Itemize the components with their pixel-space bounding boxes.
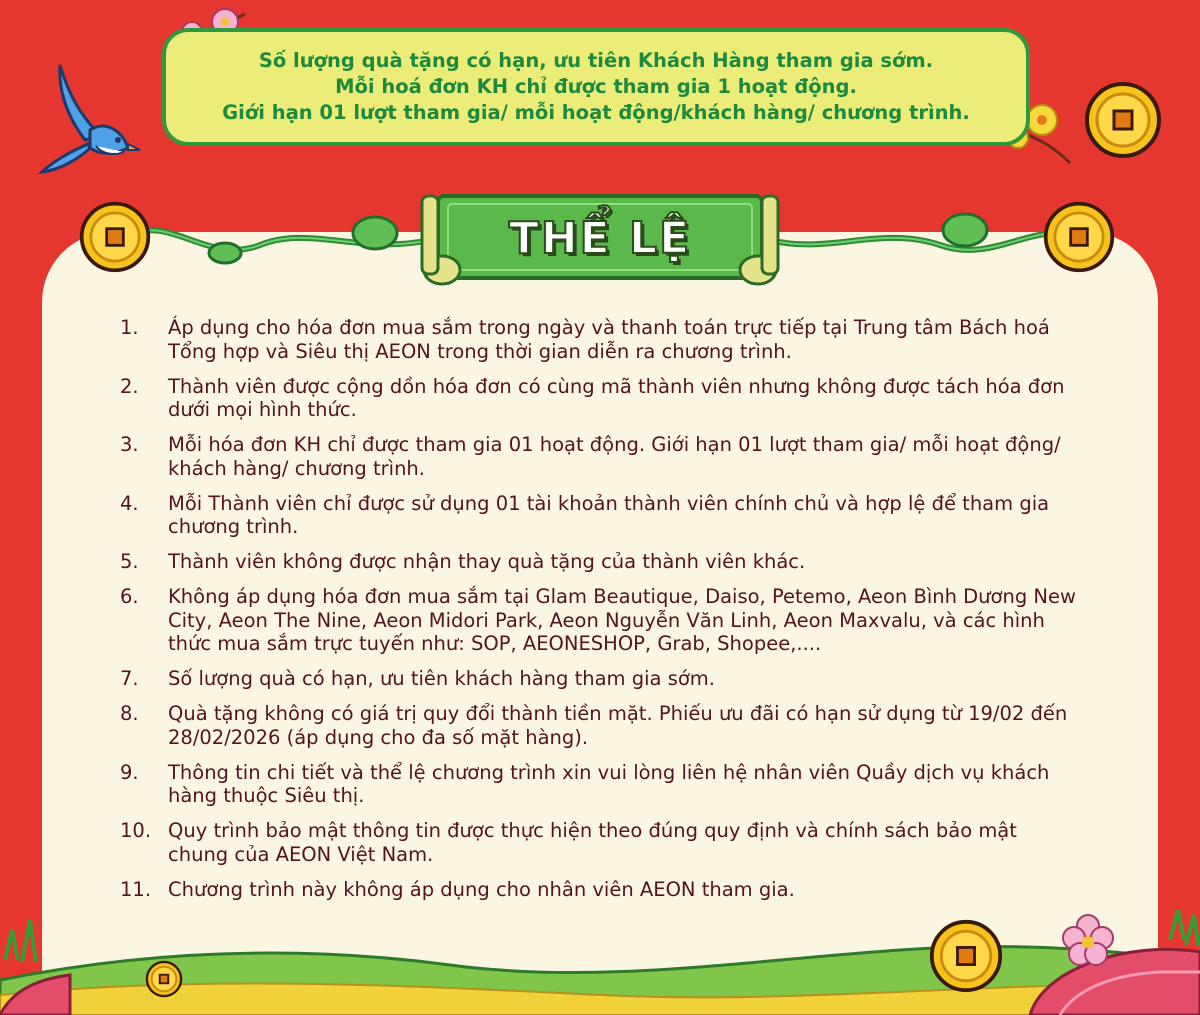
rule-item: [120, 316, 1080, 363]
notice-line-1: Số lượng quà tặng có hạn, ưu tiên Khách Hàng tham gia sớm.: [258, 49, 934, 72]
notice-box: [162, 28, 1030, 146]
vine-icon-left: [130, 205, 440, 275]
rule-number: 2.: [120, 374, 139, 398]
rule-item: [120, 667, 1080, 691]
coin-icon-top-right: [1083, 80, 1163, 160]
rule-text: Không áp dụng hóa đơn mua sắm tại Glam Beautique, Daiso, Petemo, Aeon Bình Dương New City, Aeon The Nine, Aeon Midori Park, Aeon Nguyễn Văn Linh, Aeon Maxvalu, và các hình thức mua sắm trực tuyến như: SOP, AEONESHOP, Grab, Shopee,....: [168, 585, 1076, 655]
rule-number: 7.: [120, 667, 139, 690]
rule-item: [120, 819, 1080, 866]
rule-text: Quy trình bảo mật thông tin được thực hiện theo đúng quy định và chính sách bảo mật chung của AEON Việt Nam.: [168, 819, 1017, 866]
coin-icon-right: [1042, 200, 1116, 274]
coin-icon-bottom-left: [145, 960, 183, 998]
rule-item: [120, 433, 1080, 480]
rule-number: 1.: [120, 316, 139, 339]
rule-text: Thông tin chi tiết và thể lệ chương trình xin vui lòng liên hệ nhân viên Quầy dịch vụ khách hàng thuộc Siêu thị.: [168, 760, 1050, 807]
coin-icon-left: [78, 200, 152, 274]
rule-text: Mỗi Thành viên chỉ được sử dụng 01 tài khoản thành viên chính chủ và hợp lệ để tham gia chương trình.: [168, 491, 1050, 538]
rule-number: 3.: [120, 433, 139, 456]
page-title: THỂ LỆ: [508, 213, 692, 264]
rules-list: [120, 316, 1080, 913]
rule-text: Số lượng quà có hạn, ưu tiên khách hàng tham gia sớm.: [168, 667, 715, 690]
apricot-blossom-icon-bottom: [1060, 912, 1116, 968]
rule-text: Áp dụng cho hóa đơn mua sắm trong ngày và thanh toán trực tiếp tại Trung tâm Bách hoá Tổng hợp và Siêu thị AEON trong thời gian diễn ra chương trình.: [168, 316, 1050, 363]
rule-text: Thành viên được cộng dồn hóa đơn có cùng mã thành viên nhưng không được tách hóa đơn dưới mọi hình thức.: [168, 374, 1065, 421]
rule-item: [120, 585, 1080, 656]
rule-text: Quà tặng không có giá trị quy đổi thành tiền mặt. Phiếu ưu đãi có hạn sử dụng từ 19/02 đến 28/02/2026 (áp dụng cho đa số mặt hàng).: [168, 702, 1068, 749]
rule-number: 10.: [120, 819, 152, 842]
rule-text: Thành viên không được nhận thay quà tặng của thành viên khác.: [168, 550, 806, 573]
rule-item: [120, 702, 1080, 749]
rule-text: Chương trình này không áp dụng cho nhân viên AEON tham gia.: [168, 877, 795, 901]
rule-number: 9.: [120, 760, 139, 784]
rule-number: 11.: [120, 877, 152, 901]
rule-item: [120, 492, 1080, 539]
rule-number: 4.: [120, 491, 139, 515]
vine-icon-right: [770, 205, 1070, 275]
notice-line-3: Giới hạn 01 lượt tham gia/ mỗi hoạt động/khách hàng/ chương trình.: [222, 101, 970, 124]
rule-text: Mỗi hóa đơn KH chỉ được tham gia 01 hoạt động. Giới hạn 01 lượt tham gia/ mỗi hoạt động/ khách hàng/ chương trình.: [168, 433, 1061, 480]
rule-item: [120, 761, 1080, 808]
rule-item: [120, 375, 1080, 422]
swallow-bird-icon: [30, 60, 145, 180]
rule-item: [120, 550, 1080, 574]
notice-line-2: Mỗi hoá đơn KH chỉ được tham gia 1 hoạt động.: [335, 75, 857, 98]
rule-number: 6.: [120, 585, 139, 608]
rule-number: 5.: [120, 550, 139, 573]
rule-number: 8.: [120, 702, 139, 725]
rule-item: [120, 878, 1080, 902]
coin-icon-bottom-right: [928, 918, 1004, 994]
